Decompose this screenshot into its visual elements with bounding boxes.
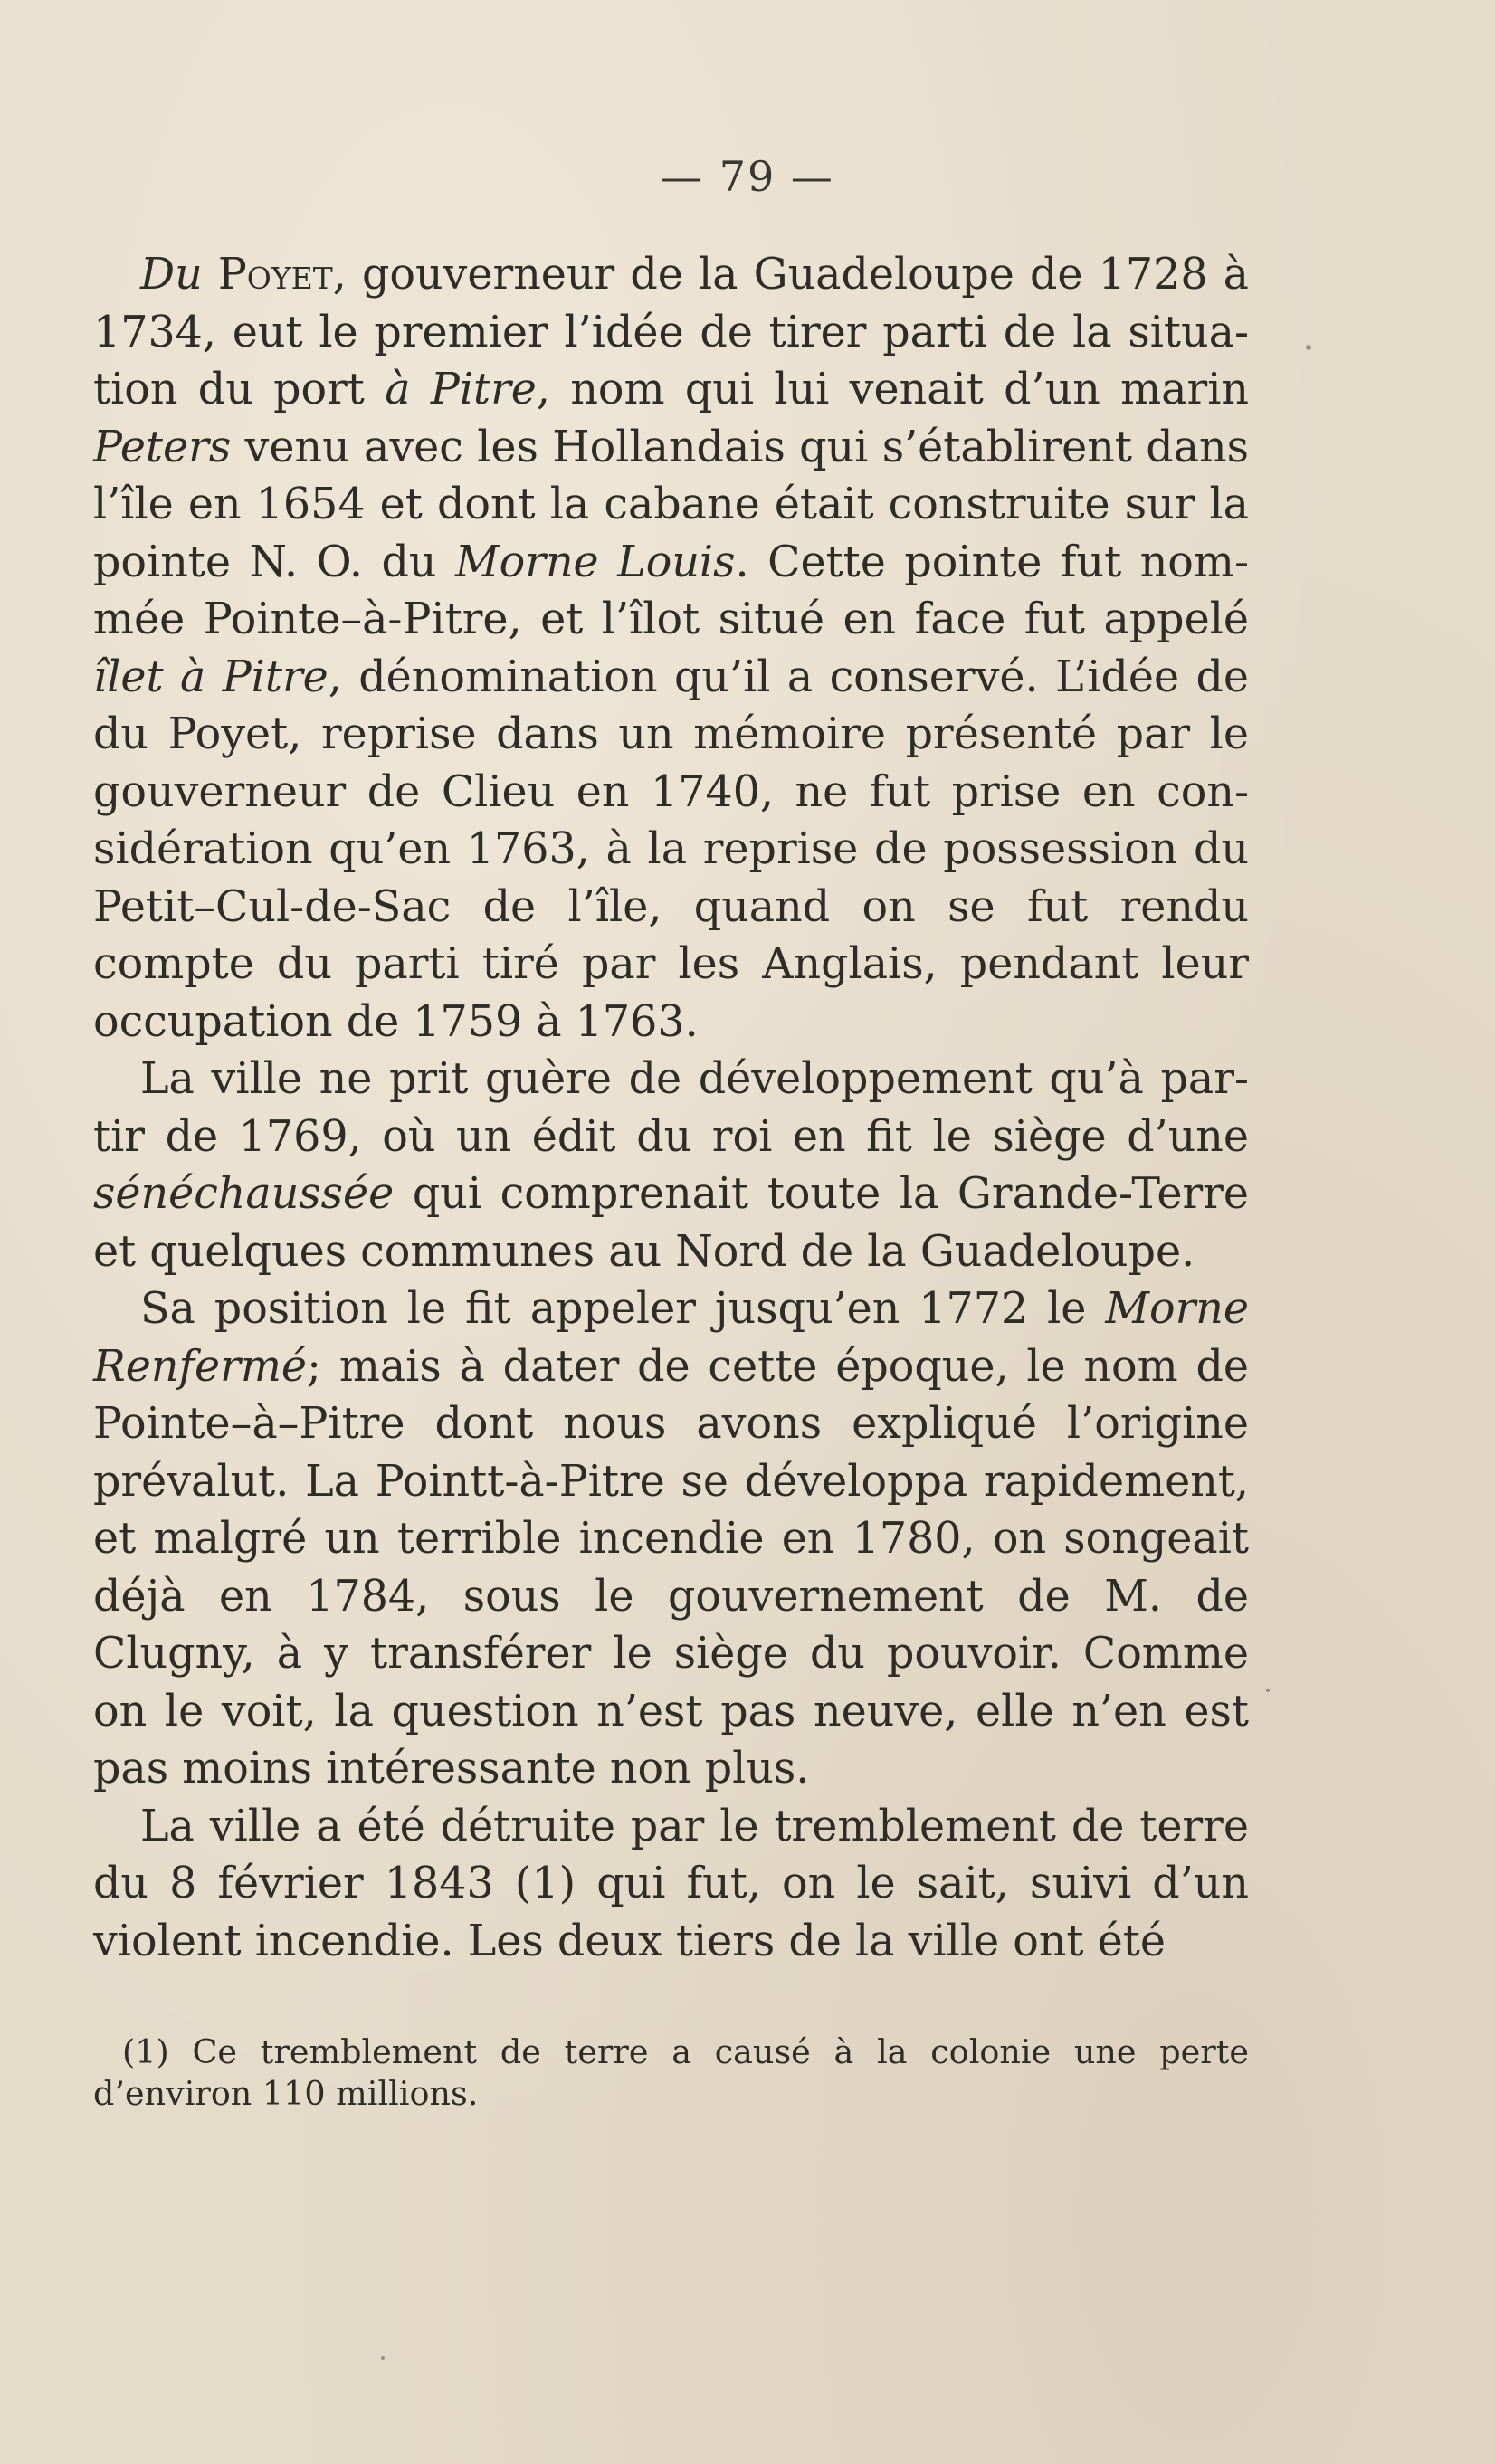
text-run: qui comprenait toute la Grande-Terre et quelques communes au Nord de la Guadeloupe.	[93, 1169, 1249, 1277]
italic-run: Morne Louis	[455, 537, 736, 587]
footnote-text: (1) Ce tremblement de terre a causé à la colonie une perte d’environ 110 millions.	[93, 2032, 1249, 2113]
text-run: , gouverneur de la Guadeloupe de 1728 à 1734, eut le premier l’idée de tirer parti de la situation du port	[93, 250, 1249, 414]
text-run: Sa position le fit appeler jusqu’en 1772 le	[140, 1284, 1106, 1334]
paragraph	[93, 246, 1249, 1051]
italic-run: Du	[140, 250, 203, 300]
italic-run: îlet à Pitre	[93, 652, 329, 702]
italic-run: Morne Renfermé	[93, 1284, 1249, 1392]
text-run: ; mais à dater de cette époque, le nom de Pointe–à–Pitre dont nous avons expliqué l’origine prévalut. La Pointt-à-Pitre se développa rapidement, et malgré un terrible incendie en 1780, on songeait déjà en 1784, sous le gouvernement de M. de Clugny, à y transférer le siège du pouvoir. Comme on le voit, la question n’est pas neuve, elle n’en est pas moins intéressante non plus.	[93, 1341, 1249, 1793]
paragraph	[93, 1798, 1249, 1971]
italic-run: sénéchaussée	[93, 1169, 395, 1219]
text-run: . Cette pointe fut nommée Pointe–à-Pitre, et l’îlot situé en face fut appelé	[93, 537, 1249, 644]
text-run: , nom qui lui venait d’un marin	[536, 365, 1249, 414]
paragraph	[93, 1280, 1249, 1798]
text-run: La ville a été détruite par le tremblement de terre du 8 février 1843 (1) qui fut, on le sait, suivi d’un violent incendie. Les deux tiers de la ville ont été	[93, 1801, 1249, 1966]
page-number: — 79 —	[661, 152, 834, 201]
paper-speck	[1306, 345, 1311, 350]
text-run: La ville ne prit guère de développement qu’à partir de 1769, où un édit du roi en fit le siège d’une	[93, 1054, 1249, 1162]
paper-speck	[1266, 1689, 1270, 1692]
text-run: , dénomination qu’il a conservé. L’idée de du Poyet, reprise dans un mémoire présenté par le gouverneur de Clieu en 1740, ne fut prise en considération qu’en 1763, à la reprise de possession du Petit–Cul-de-Sac de l’île, quand on se fut rendu compte du parti tiré par les Anglais, pendant leur occupation de 1759 à 1763.	[93, 652, 1250, 1047]
italic-run: Peters	[93, 422, 232, 472]
paragraph	[93, 1051, 1249, 1280]
main-text	[93, 246, 1249, 1970]
italic-run: à Pitre	[385, 365, 537, 414]
text-run	[203, 250, 218, 300]
smallcaps-run: Poyet	[217, 250, 333, 300]
footnote	[93, 2031, 1249, 2115]
paper-speck	[381, 2356, 385, 2360]
text-run: venu avec les Hollandais qui s’établirent dans l’île en 1654 et dont la cabane était construite sur la pointe N. O. du	[93, 422, 1249, 587]
